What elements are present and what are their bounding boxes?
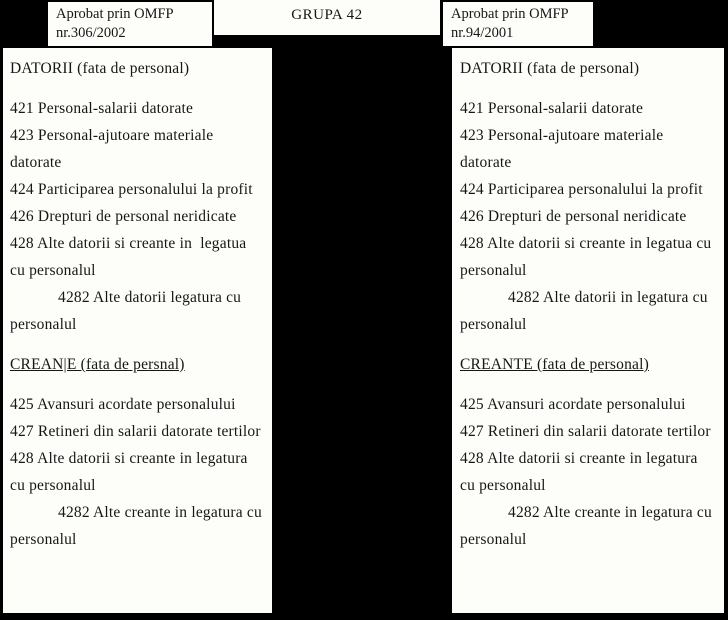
account-line: personalul <box>460 262 527 279</box>
approval-right-line2: nr.94/2001 <box>451 25 514 41</box>
group-title: GRUPA 42 <box>291 7 363 23</box>
approval-left-line1: Aprobat prin OMFP <box>56 6 174 22</box>
account-line: 424 Participarea personalului la profit <box>10 181 253 198</box>
header-approval-left-box <box>48 2 212 46</box>
account-line: 428 Alte datorii si creante in legatua <box>10 235 247 252</box>
account-line: 428 Alte datorii si creante in legatura <box>460 450 698 467</box>
account-line: 428 Alte datorii si creante in legatura <box>10 450 248 467</box>
right-accounts-column <box>452 48 724 613</box>
account-line: 424 Participarea personalului la profit <box>460 181 703 198</box>
account-line: 421 Personal-salarii datorate <box>460 100 644 117</box>
account-line: datorate <box>460 154 512 171</box>
header-approval-right-box <box>443 2 593 46</box>
account-line: 4282 Alte creante in legatura cu <box>508 504 712 521</box>
account-line: 428 Alte datorii si creante in legatua cu <box>460 235 712 252</box>
account-line: personalul <box>10 531 77 548</box>
account-line: 426 Drepturi de personal neridicate <box>460 208 687 225</box>
section-heading: CREAN|E (fata de persnal) <box>10 356 185 373</box>
account-line: DATORII (fata de personal) <box>10 60 190 77</box>
account-line: cu personalul <box>460 477 546 494</box>
account-line: 426 Drepturi de personal neridicate <box>10 208 237 225</box>
account-line: 425 Avansuri acordate personalului <box>10 396 236 413</box>
account-line: 427 Retineri din salarii datorate tertilor <box>460 423 711 440</box>
account-line: 421 Personal-salarii datorate <box>10 100 194 117</box>
account-line: 4282 Alte datorii in legatura cu <box>508 289 708 306</box>
account-line: datorate <box>10 154 62 171</box>
account-line: personalul <box>10 316 77 333</box>
account-line: 423 Personal-ajutoare materiale <box>460 127 664 144</box>
section-heading: CREANTE (fata de personal) <box>460 356 649 373</box>
account-line: 4282 Alte creante in legatura cu <box>58 504 262 521</box>
account-line: 425 Avansuri acordate personalului <box>460 396 686 413</box>
account-line: cu personalul <box>10 477 96 494</box>
header-group-box <box>214 0 440 35</box>
account-line: 427 Retineri din salarii datorate tertilor <box>10 423 261 440</box>
account-line: 423 Personal-ajutoare materiale <box>10 127 214 144</box>
left-accounts-column <box>3 48 272 613</box>
approval-left-line2: nr.306/2002 <box>56 25 126 41</box>
account-line: cu personalul <box>10 262 96 279</box>
account-line: 4282 Alte datorii legatura cu <box>58 289 242 306</box>
approval-right-line1: Aprobat prin OMFP <box>451 6 569 22</box>
account-line: personalul <box>460 531 527 548</box>
account-line: personalul <box>460 316 527 333</box>
account-line: DATORII (fata de personal) <box>460 60 640 77</box>
